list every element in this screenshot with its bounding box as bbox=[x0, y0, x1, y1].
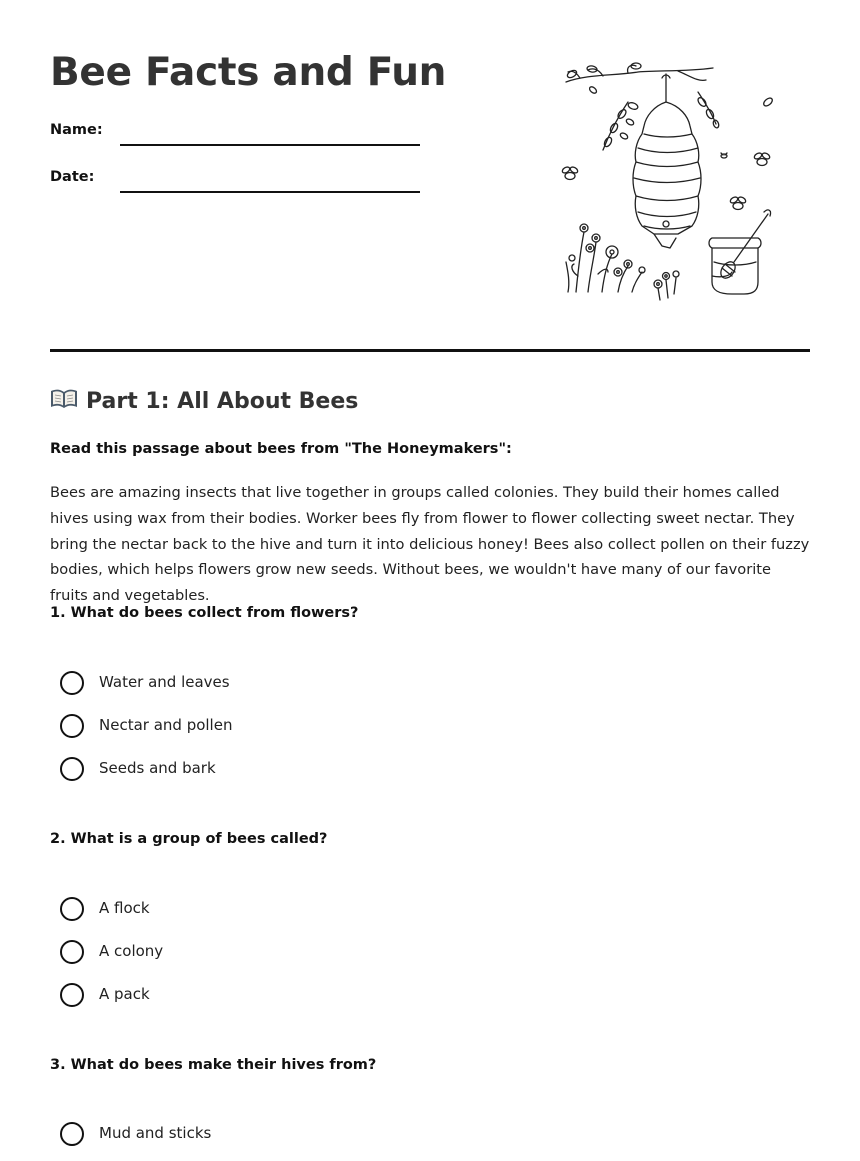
option-label: A pack bbox=[99, 985, 150, 1003]
name-label: Name: bbox=[50, 122, 103, 138]
question-1-option-2[interactable] bbox=[60, 714, 460, 740]
open-book-icon bbox=[50, 388, 78, 410]
radio-button[interactable] bbox=[60, 897, 84, 921]
option-label: Seeds and bark bbox=[99, 759, 216, 777]
radio-button[interactable] bbox=[60, 714, 84, 738]
radio-button[interactable] bbox=[60, 940, 84, 964]
radio-button[interactable] bbox=[60, 757, 84, 781]
question-2-option-1[interactable] bbox=[60, 897, 460, 923]
question-2-text: 2. What is a group of bees called? bbox=[50, 831, 328, 847]
date-field bbox=[50, 169, 420, 199]
part1-heading bbox=[50, 388, 358, 414]
option-label: Water and leaves bbox=[99, 673, 230, 691]
option-label: A flock bbox=[99, 899, 150, 917]
date-label: Date: bbox=[50, 169, 95, 185]
option-label: Mud and sticks bbox=[99, 1124, 212, 1142]
beehive-illustration bbox=[558, 62, 788, 302]
date-line[interactable] bbox=[120, 191, 420, 193]
option-label: A colony bbox=[99, 942, 164, 960]
name-field bbox=[50, 122, 420, 152]
worksheet-title: Bee Facts and Fun bbox=[50, 50, 447, 95]
radio-button[interactable] bbox=[60, 983, 84, 1007]
question-1-option-1[interactable] bbox=[60, 671, 460, 697]
question-3-option-1[interactable] bbox=[60, 1122, 460, 1148]
question-2-option-2[interactable] bbox=[60, 940, 460, 966]
section-divider bbox=[50, 349, 810, 352]
question-3-text: 3. What do bees make their hives from? bbox=[50, 1057, 377, 1073]
passage-intro: Read this passage about bees from "The Honeymakers": bbox=[50, 441, 512, 457]
question-2-option-3[interactable] bbox=[60, 983, 460, 1009]
radio-button[interactable] bbox=[60, 671, 84, 695]
question-1-text: 1. What do bees collect from flowers? bbox=[50, 605, 359, 621]
name-line[interactable] bbox=[120, 144, 420, 146]
question-1-option-3[interactable] bbox=[60, 757, 460, 783]
part1-heading-text: Part 1: All About Bees bbox=[86, 389, 359, 414]
radio-button[interactable] bbox=[60, 1122, 84, 1146]
reading-passage: Bees are amazing insects that live together in groups called colonies. They build their homes called hives using wax from their bodies. Worker bees fly from flower to flower collecting sweet nectar. They bring the nectar back to the hive and turn it into delicious honey! Bees also collect pollen on their fuzzy bodies, which helps flowers grow new seeds. Without bees, we wouldn't have many of our favorite fruits and vegetables. bbox=[50, 484, 810, 605]
option-label: Nectar and pollen bbox=[99, 716, 233, 734]
